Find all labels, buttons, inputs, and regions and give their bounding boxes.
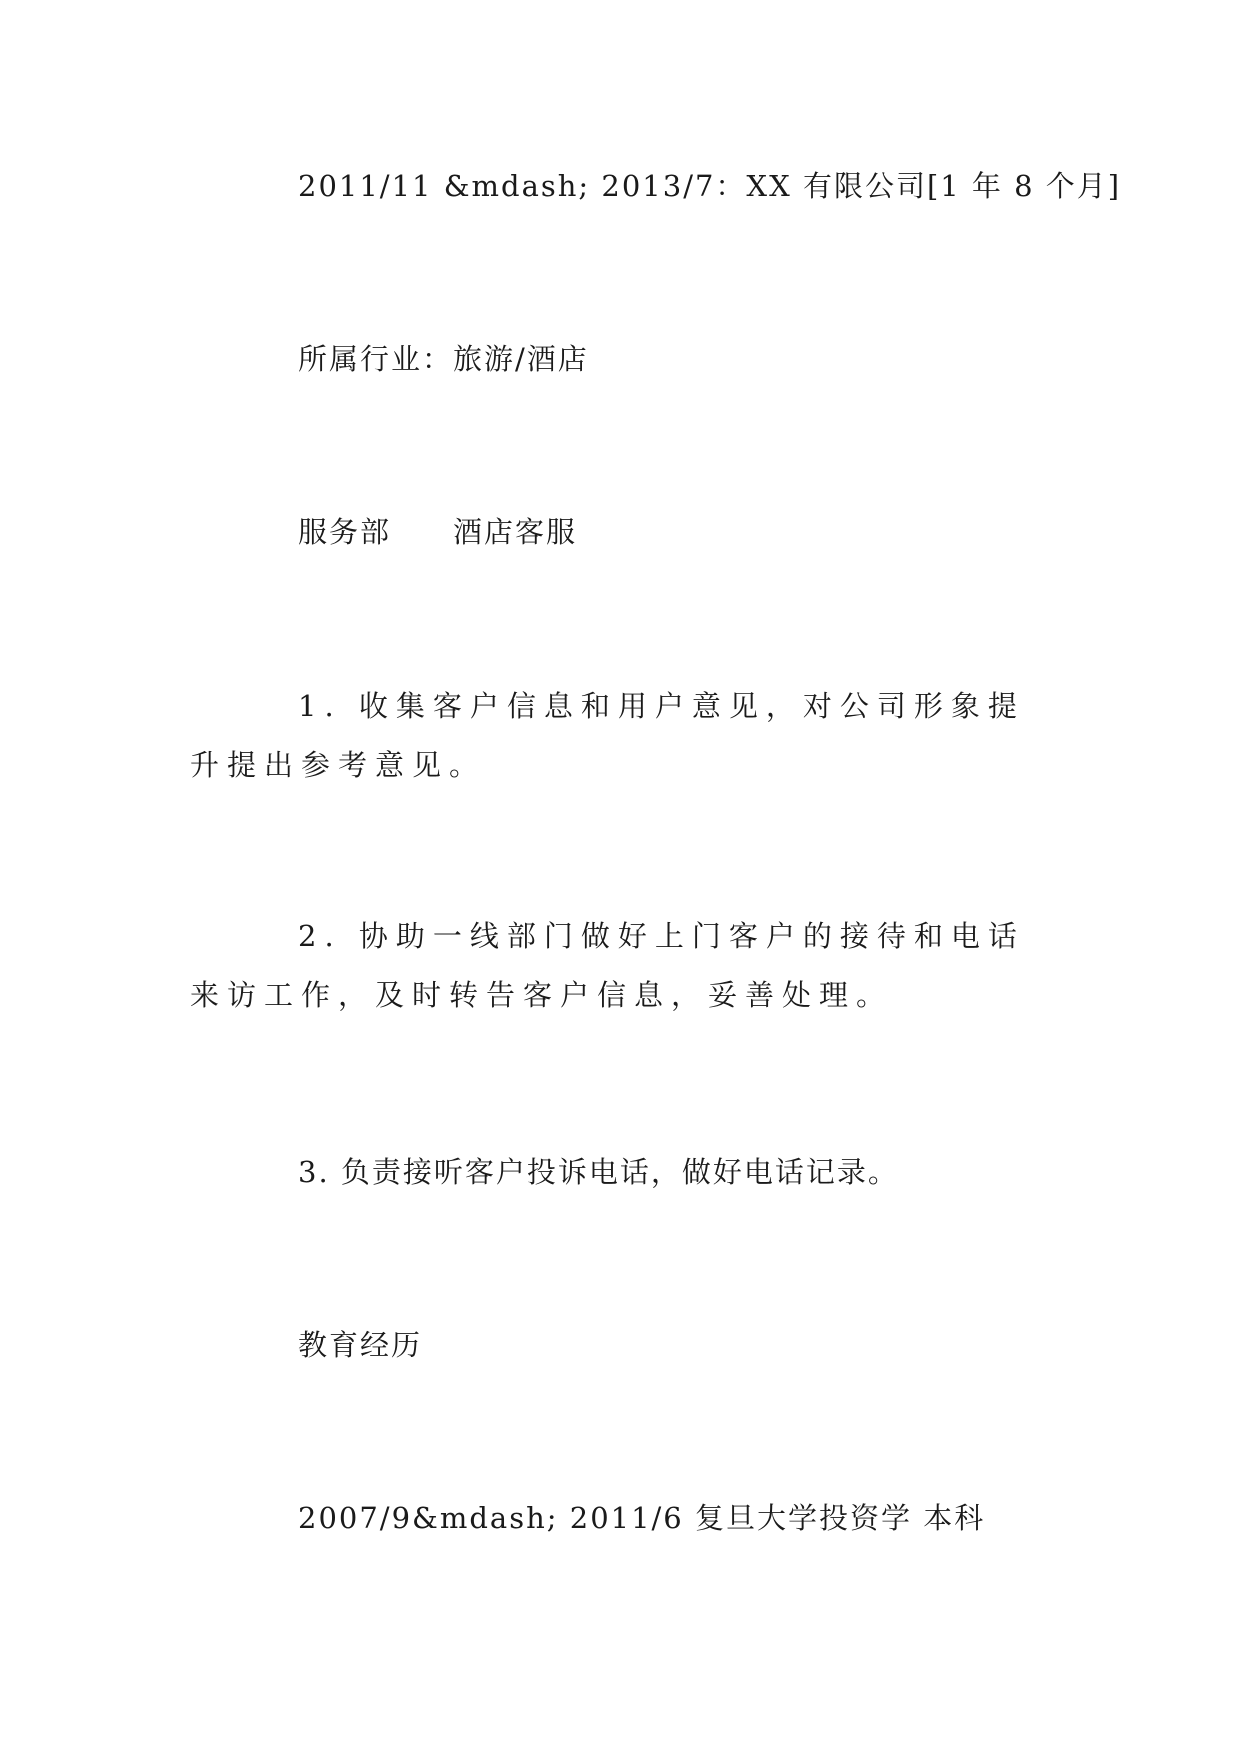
education-entry: 2007/9&mdash; 2011/6 复旦大学投资学 本科 (298, 1501, 986, 1535)
department-position-line (298, 503, 577, 561)
duty-item: 2. 协助一线部门做好上门客户的接待和电话来访工作，及时转告客户信息，妥善处理。 (190, 919, 1025, 1012)
education-heading: 教育经历 (298, 1328, 423, 1362)
duty-item: 3. 负责接听客户投诉电话，做好电话记录。 (298, 1155, 899, 1189)
position: 酒店客服 (453, 515, 578, 549)
duty-item: 1. 收集客户信息和用户意见，对公司形象提升提出参考意见。 (190, 689, 1025, 782)
industry-line: 所属行业：旅游/酒店 (298, 342, 589, 376)
job-period: 2011/11 &mdash; 2013/7：XX 有限公司[1 年 8 个月] (298, 169, 1122, 203)
department: 服务部 (298, 515, 392, 549)
